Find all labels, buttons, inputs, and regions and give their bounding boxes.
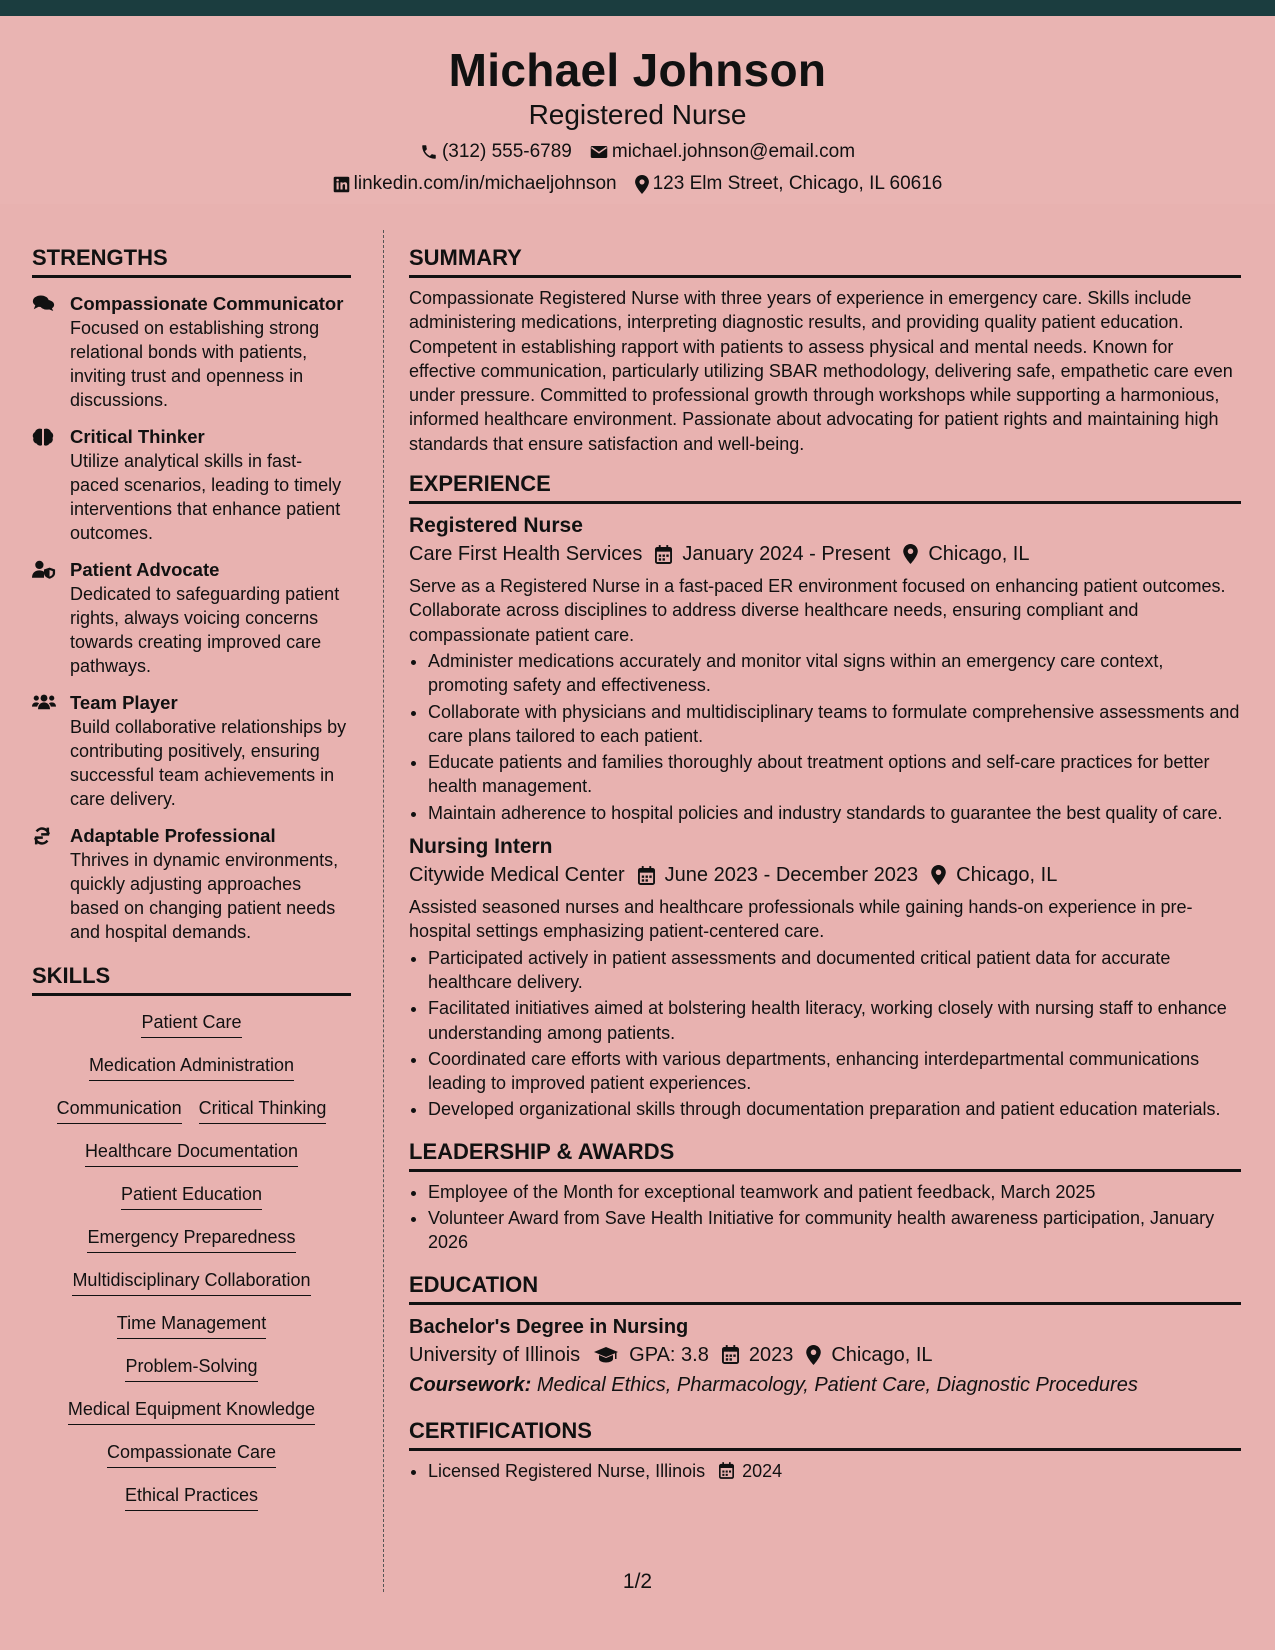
strength-desc: Thrives in dynamic environments, quickly adjusting approaches based on changing patient needs and hospital demands. <box>70 850 339 942</box>
skill-tag: Patient Care <box>141 1010 241 1038</box>
edu-year: 2023 <box>748 1343 794 1366</box>
edu-location: Chicago, IL <box>831 1343 933 1366</box>
job-bullets <box>409 946 1241 1122</box>
summary-heading: SUMMARY <box>409 244 1241 278</box>
coursework <box>409 1371 1241 1399</box>
calendar-icon <box>655 545 672 564</box>
strength-desc: Build collaborative relationships by contributing positively, ensuring successful team achievements in care delivery. <box>70 717 347 809</box>
job-dates-wrap <box>655 540 890 568</box>
job-bullet: • Administer medications accurately and monitor vital signs within an emergency care context, promoting safety and effectiveness. <box>428 649 1241 698</box>
sync-icon <box>32 824 56 944</box>
summary-text: Compassionate Registered Nurse with three years of experience in emergency care. Skills include administering medications, interpreting diagnostic results, and providing quality patient education. Competent in establishing rapport with patients to assess physical and mental needs. Known for effective communication, particularly utilizing SBAR methodology, delivering safe, empathetic care even under pressure. Committed to professional growth through workshops while supporting a harmonious, informed healthcare environment. Passionate about advocating for patient rights and maintaining high standards that ensure satisfaction and well-being. <box>409 288 1233 454</box>
strength-desc: Focused on establishing strong relational bonds with patients, inviting trust and openness in discussions. <box>70 318 320 410</box>
strength-desc: Utilize analytical skills in fast-paced scenarios, leading to timely interventions that enhance patient outcomes. <box>70 451 342 543</box>
strength-title: Compassionate Communicator <box>70 293 344 314</box>
contact-row-2 <box>0 172 1275 196</box>
address-text: 123 Elm Street, Chicago, IL 60616 <box>652 173 943 194</box>
job-bullet: • Educate patients and families thoroughly about treatment options and self-care practices for better health management. <box>428 750 1241 799</box>
strength-title: Critical Thinker <box>70 426 205 447</box>
skill-tag: Healthcare Documentation <box>85 1139 298 1167</box>
users-icon <box>32 691 56 811</box>
calendar-icon <box>638 866 655 885</box>
job-location-wrap <box>903 540 1029 568</box>
skill-tag: Time Management <box>117 1311 266 1339</box>
calendar-icon <box>719 1462 734 1479</box>
edu-location-wrap <box>806 1341 932 1369</box>
candidate-title: Registered Nurse <box>528 99 747 130</box>
page-number: 1/2 <box>622 1570 653 1593</box>
strength-desc: Dedicated to safeguarding patient rights, always voicing concerns towards creating improved care pathways. <box>70 584 340 676</box>
strength-item <box>32 691 351 811</box>
job-bullet: • Participated actively in patient assessments and documented critical patient data for accurate healthcare delivery. <box>428 946 1241 995</box>
job-location-wrap <box>931 861 1057 889</box>
degree-title: Bachelor's Degree in Nursing <box>409 1315 689 1338</box>
skill-tag: Problem-Solving <box>125 1354 257 1382</box>
job-title: Nursing Intern <box>409 835 553 859</box>
school-name: University of Illinois <box>409 1343 581 1366</box>
education-meta <box>409 1341 1241 1369</box>
certification-name: • Licensed Registered Nurse, Illinois <box>428 1460 706 1481</box>
brain-icon <box>32 425 56 545</box>
experience-heading: EXPERIENCE <box>409 470 1241 504</box>
job-description: Serve as a Registered Nurse in a fast-paced ER environment focused on enhancing patient outcomes. Collaborate across disciplines to address diverse healthcare needs, ensuring compliant and compassionate patient care. <box>409 576 1226 645</box>
strength-title: Adaptable Professional <box>70 825 276 846</box>
job-bullet: • Maintain adherence to hospital policies and industry standards to guarantee the best quality of care. <box>428 801 1241 825</box>
job-location: Chicago, IL <box>956 864 1058 887</box>
skill-tag: Ethical Practices <box>125 1483 258 1511</box>
job-location: Chicago, IL <box>928 543 1030 566</box>
linkedin-contact[interactable] <box>333 172 617 196</box>
address-contact <box>635 172 943 196</box>
job-bullets <box>409 649 1241 825</box>
skills-heading: SKILLS <box>32 962 351 996</box>
email-contact[interactable] <box>590 140 855 164</box>
job-bullet: • Collaborate with physicians and multidisciplinary teams to formulate comprehensive assessments and care plans tailored to each patient. <box>428 700 1241 749</box>
strength-item <box>32 425 351 545</box>
leadership-item: • Volunteer Award from Save Health Initiative for community health awareness participation, January 2026 <box>428 1206 1241 1255</box>
job-meta <box>409 861 1241 889</box>
candidate-name: Michael Johnson <box>448 44 827 96</box>
calendar-icon <box>722 1345 739 1364</box>
certification-year: 2024 <box>742 1460 783 1481</box>
job-company: Care First Health Services <box>409 543 643 566</box>
skill-tag: Medication Administration <box>89 1053 294 1081</box>
strength-item <box>32 292 351 412</box>
phone-contact <box>420 140 572 164</box>
contact-row-1 <box>0 140 1275 164</box>
linkedin-text: linkedin.com/in/michaeljohnson <box>353 173 617 194</box>
job-bullet: • Coordinated care efforts with various departments, enhancing interdepartmental communications leading to improved patient experiences. <box>428 1047 1241 1096</box>
phone-text: (312) 555-6789 <box>441 141 572 162</box>
job-bullet: • Developed organizational skills through documentation preparation and patient education materials. <box>428 1097 1241 1121</box>
comments-icon <box>32 292 56 412</box>
coursework-label: Coursework: <box>409 1373 532 1396</box>
job-meta <box>409 540 1241 568</box>
job-dates-wrap <box>638 861 919 889</box>
job-company: Citywide Medical Center <box>409 864 625 887</box>
left-column <box>32 244 351 1526</box>
graduation-cap-icon <box>593 1346 619 1364</box>
skill-tag: Emergency Preparedness <box>87 1225 295 1253</box>
leadership-item: • Employee of the Month for exceptional teamwork and patient feedback, March 2025 <box>428 1180 1241 1204</box>
coursework-text: Medical Ethics, Pharmacology, Patient Care, Diagnostic Procedures <box>536 1373 1138 1396</box>
leadership-heading: LEADERSHIP & AWARDS <box>409 1138 1241 1172</box>
email-text: michael.johnson@email.com <box>611 141 856 162</box>
job-entry <box>409 833 1241 1122</box>
job-bullet: • Facilitated initiatives aimed at bolstering health literacy, working closely with nursing staff to enhance understanding among patients. <box>428 996 1241 1045</box>
job-entry <box>409 512 1241 825</box>
strength-title: Team Player <box>70 692 178 713</box>
strength-item <box>32 558 351 678</box>
user-shield-icon <box>32 558 56 678</box>
edu-year-wrap <box>722 1341 794 1369</box>
skills-list <box>32 1010 351 1511</box>
right-column <box>409 244 1241 1485</box>
strengths-heading: STRENGTHS <box>32 244 351 278</box>
strength-item <box>32 824 351 944</box>
linkedin-icon <box>333 176 350 193</box>
gpa: GPA: 3.8 <box>629 1343 709 1366</box>
certification-item <box>428 1459 1241 1483</box>
column-divider <box>383 230 384 1592</box>
skill-tag: Critical Thinking <box>199 1096 327 1124</box>
map-pin-icon <box>635 175 649 194</box>
job-title: Registered Nurse <box>409 514 583 538</box>
map-pin-icon <box>903 544 918 564</box>
skill-tag: Patient Education <box>121 1182 262 1210</box>
job-dates: June 2023 - December 2023 <box>664 864 919 887</box>
skill-tag: Compassionate Care <box>107 1440 276 1468</box>
strength-title: Patient Advocate <box>70 559 220 580</box>
skill-tag: Multidisciplinary Collaboration <box>72 1268 310 1296</box>
map-pin-icon <box>806 1345 821 1365</box>
resume-header <box>0 16 1275 204</box>
map-pin-icon <box>931 865 946 885</box>
gpa-wrap <box>593 1341 709 1369</box>
certifications-heading: CERTIFICATIONS <box>409 1417 1241 1451</box>
leadership-list <box>409 1180 1241 1255</box>
phone-icon <box>420 143 438 161</box>
skill-tag: Medical Equipment Knowledge <box>68 1397 315 1425</box>
job-dates: January 2024 - Present <box>682 543 891 566</box>
certifications-list <box>409 1459 1241 1483</box>
top-accent-bar <box>0 0 1275 16</box>
skill-tag: Communication <box>57 1096 182 1124</box>
job-description: Assisted seasoned nurses and healthcare professionals while gaining hands-on experience in pre-hospital settings emphasizing patient-centered care. <box>409 897 1193 942</box>
education-heading: EDUCATION <box>409 1271 1241 1305</box>
envelope-icon <box>590 144 608 160</box>
